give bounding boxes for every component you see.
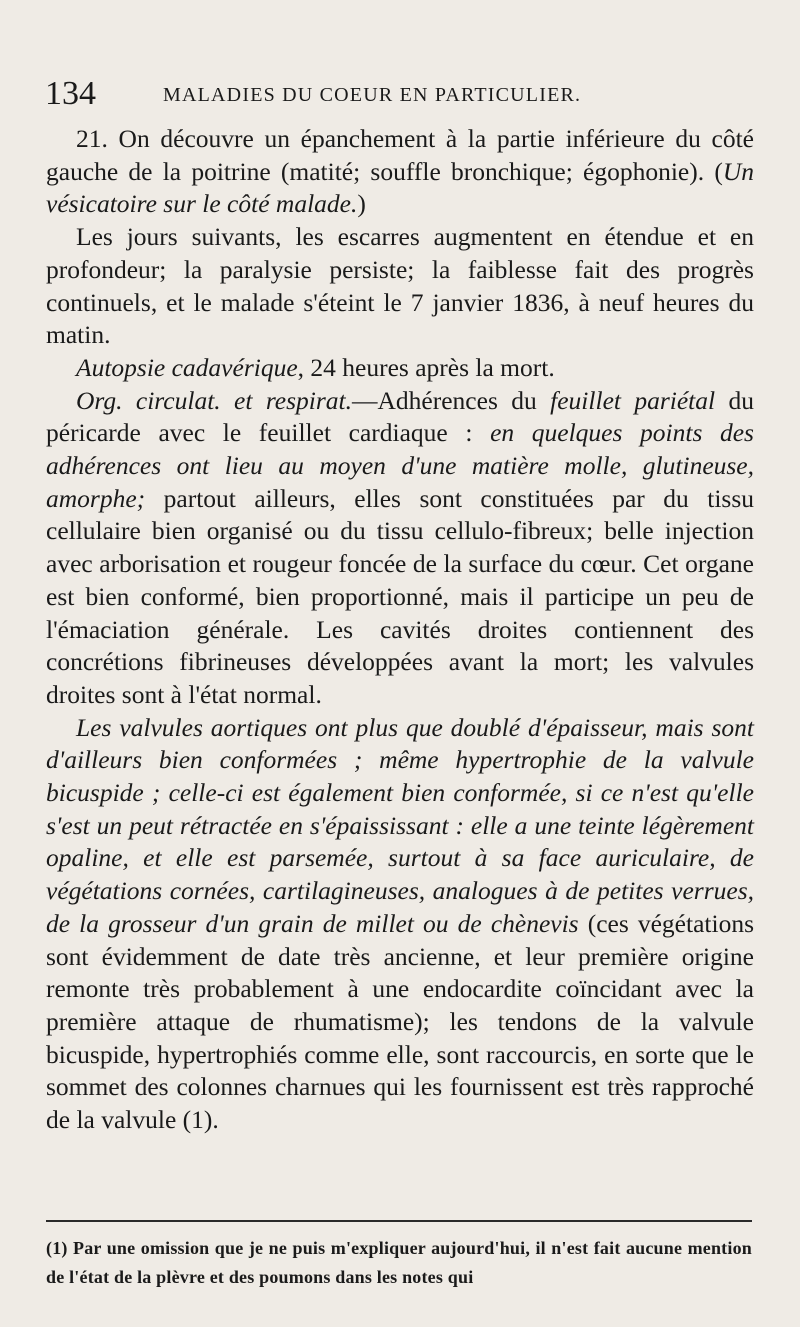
text-segment: —Adhérences du [352, 385, 551, 415]
text-segment: ) [357, 189, 366, 219]
body-text [46, 123, 754, 1137]
text-segment: partout ailleurs, elles sont constituées par du tissu cellulaire bien organisé ou du tissu cellulo-fibreux; belle injection avec arborisation et rougeur foncée de la surface du cœur. Cet organe est bien conformé, bien proportionné, mais il participe un peu de l'émaciation générale. Les cavités droites contiennent des concrétions fibrineuses développées avant la mort; les valvules droites sont à l'état normal. [46, 483, 754, 709]
text-segment: Les jours suivants, les escarres augmentent en étendue et en profondeur; la paralysie persiste; la faiblesse fait des progrès continuels, et le malade s'éteint le 7 janvier 1836, à neuf heures du matin. [46, 222, 754, 350]
italic-text: Les valvules aortiques ont plus que doublé d'épaisseur, mais sont d'ailleurs bien conformées ; même hypertrophie de la valvule bicuspide ; celle-ci est également bien conformée, si ce n'est qu'elle s'est un peut rétractée en s'épaississant : elle a une teinte légèrement opaline, et elle est parsemée, surtout à sa face auriculaire, de végétations cornées, cartilagineuses, analogues à de petites verrues, de la grosseur d'un grain de millet ou de chènevis [46, 712, 754, 938]
italic-text: Un vésicatoire sur le côté malade. [46, 156, 754, 219]
running-head: MALADIES DU COEUR EN PARTICULIER. [163, 84, 582, 106]
text-segment: 21. On découvre un épanchement à la partie inférieure du côté gauche de la poitrine (matité; souffle bronchique; égophonie). ( [46, 124, 754, 186]
text-segment: du péricarde avec le feuillet cardiaque : [46, 385, 754, 448]
paragraph [46, 712, 754, 1137]
paragraph [46, 385, 754, 712]
paragraph [46, 352, 754, 385]
footnote-text: (1) Par une omission que je ne puis m'expliquer aujourd'hui, il n'est fait aucune mention de l'état de la plèvre et des poumons dans les notes qui [46, 1238, 752, 1287]
paragraph [46, 123, 754, 221]
italic-text: Org. circulat. et respirat. [76, 385, 353, 415]
text-segment: , 24 heures après la mort. [297, 352, 555, 382]
italic-text: feuillet pariétal [550, 385, 716, 415]
page-number: 134 [45, 75, 96, 112]
italic-text: Autopsie cadavérique [76, 352, 298, 382]
footnote-rule [46, 1220, 752, 1222]
footnote [46, 1234, 752, 1292]
page-header [45, 74, 755, 114]
paragraph [46, 221, 754, 352]
italic-text: en quelques points des adhérences ont lieu au moyen d'une matière molle, glutineuse, amorphe; [46, 418, 754, 513]
text-segment: (ces végétations sont évidemment de date très ancienne, et leur première origine remonte très probablement à une endocardite coïncidant avec la première attaque de rhumatisme); les tendons de la valvule bicuspide, hypertrophiés comme elle, sont raccourcis, en sorte que le sommet des colonnes charnues qui les fournissent est très rapproché de la valvule (1). [46, 908, 755, 1135]
